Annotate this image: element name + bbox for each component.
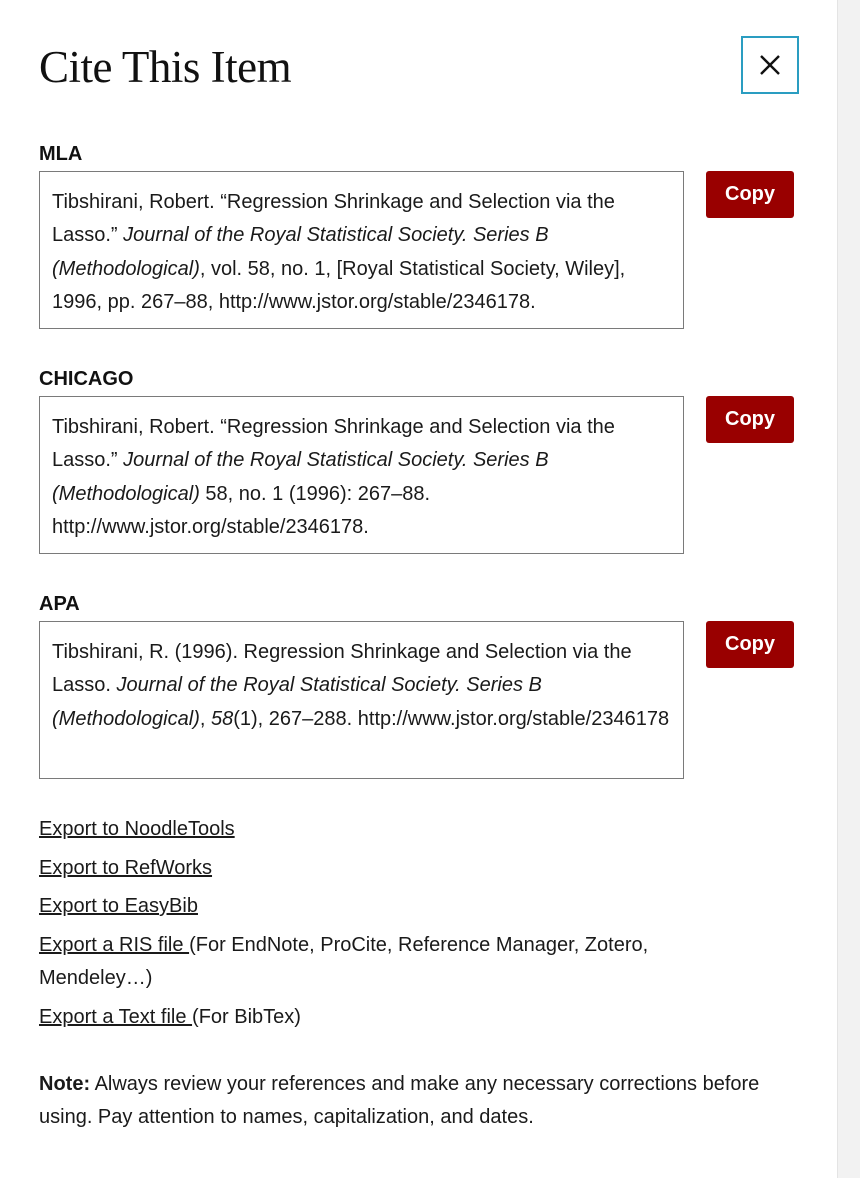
citation-italic-segment: Journal of the Royal Statistical Society. Series B (Methodological) [52, 674, 542, 730]
citation-section-mla [39, 142, 799, 313]
note-text: Always review your references and make any necessary corrections before using. Pay attention to names, capitalization, and dates. [39, 1073, 760, 1129]
citation-section-chicago [39, 367, 799, 538]
copy-chicago-button[interactable]: Copy [706, 396, 794, 443]
export-links [39, 813, 739, 1039]
export-text-link[interactable]: Export a Text file [39, 1005, 193, 1028]
review-note [39, 1068, 779, 1135]
citation-segment: 58, no. 1 (1996): 267–88. http://www.jstor.org/stable/2346178. [52, 482, 431, 538]
citation-text-apa[interactable] [39, 621, 684, 779]
export-ris-link[interactable]: Export a RIS file [39, 933, 190, 956]
close-icon [758, 53, 782, 77]
citation-text-chicago[interactable] [39, 396, 684, 554]
citation-segment: (1), 267–288. http://www.jstor.org/stable/2346178 [233, 707, 670, 730]
export-noodletools-link[interactable]: Export to NoodleTools [39, 818, 235, 840]
citation-style-label: APA [39, 593, 80, 615]
copy-apa-button[interactable]: Copy [706, 621, 794, 668]
copy-mla-button[interactable]: Copy [706, 171, 794, 218]
export-suffix: (For BibTex) [192, 1005, 301, 1028]
note-label: Note: [39, 1073, 91, 1095]
export-row [39, 890, 739, 923]
citation-italic-segment: Journal of the Royal Statistical Society. Series B (Methodological) [52, 449, 549, 505]
citation-text-mla[interactable] [39, 171, 684, 329]
citation-italic-segment: Journal of the Royal Statistical Society. Series B (Methodological) [52, 224, 549, 280]
citation-segment: , [199, 707, 211, 730]
export-row [39, 929, 739, 996]
export-row [39, 813, 739, 846]
export-row [39, 852, 739, 885]
citation-italic-segment: 58 [210, 707, 234, 730]
export-easybib-link[interactable]: Export to EasyBib [39, 895, 198, 918]
close-button[interactable] [741, 36, 799, 94]
citation-style-label: CHICAGO [39, 368, 134, 390]
citation-segment: , vol. 58, no. 1, [Royal Statistical Society, Wiley], 1996, pp. 267–88, http://www.jstor.org/stable/2346178. [52, 257, 626, 313]
citation-segment: Tibshirani, Robert. “Regression Shrinkage and Selection via the Lasso.” [52, 191, 615, 247]
citation-segment: Tibshirani, Robert. “Regression Shrinkage and Selection via the Lasso.” [52, 416, 615, 472]
export-refworks-link[interactable]: Export to RefWorks [39, 856, 213, 879]
export-suffix: (For EndNote, ProCite, Reference Manager, Zotero, Mendeley…) [39, 933, 649, 990]
citation-section-apa [39, 592, 799, 730]
export-row [39, 1001, 739, 1034]
citation-segment: Tibshirani, R. (1996). Regression Shrinkage and Selection via the Lasso. [52, 641, 632, 697]
citation-style-label: MLA [39, 143, 83, 165]
dialog-title: Cite This Item [39, 42, 292, 92]
